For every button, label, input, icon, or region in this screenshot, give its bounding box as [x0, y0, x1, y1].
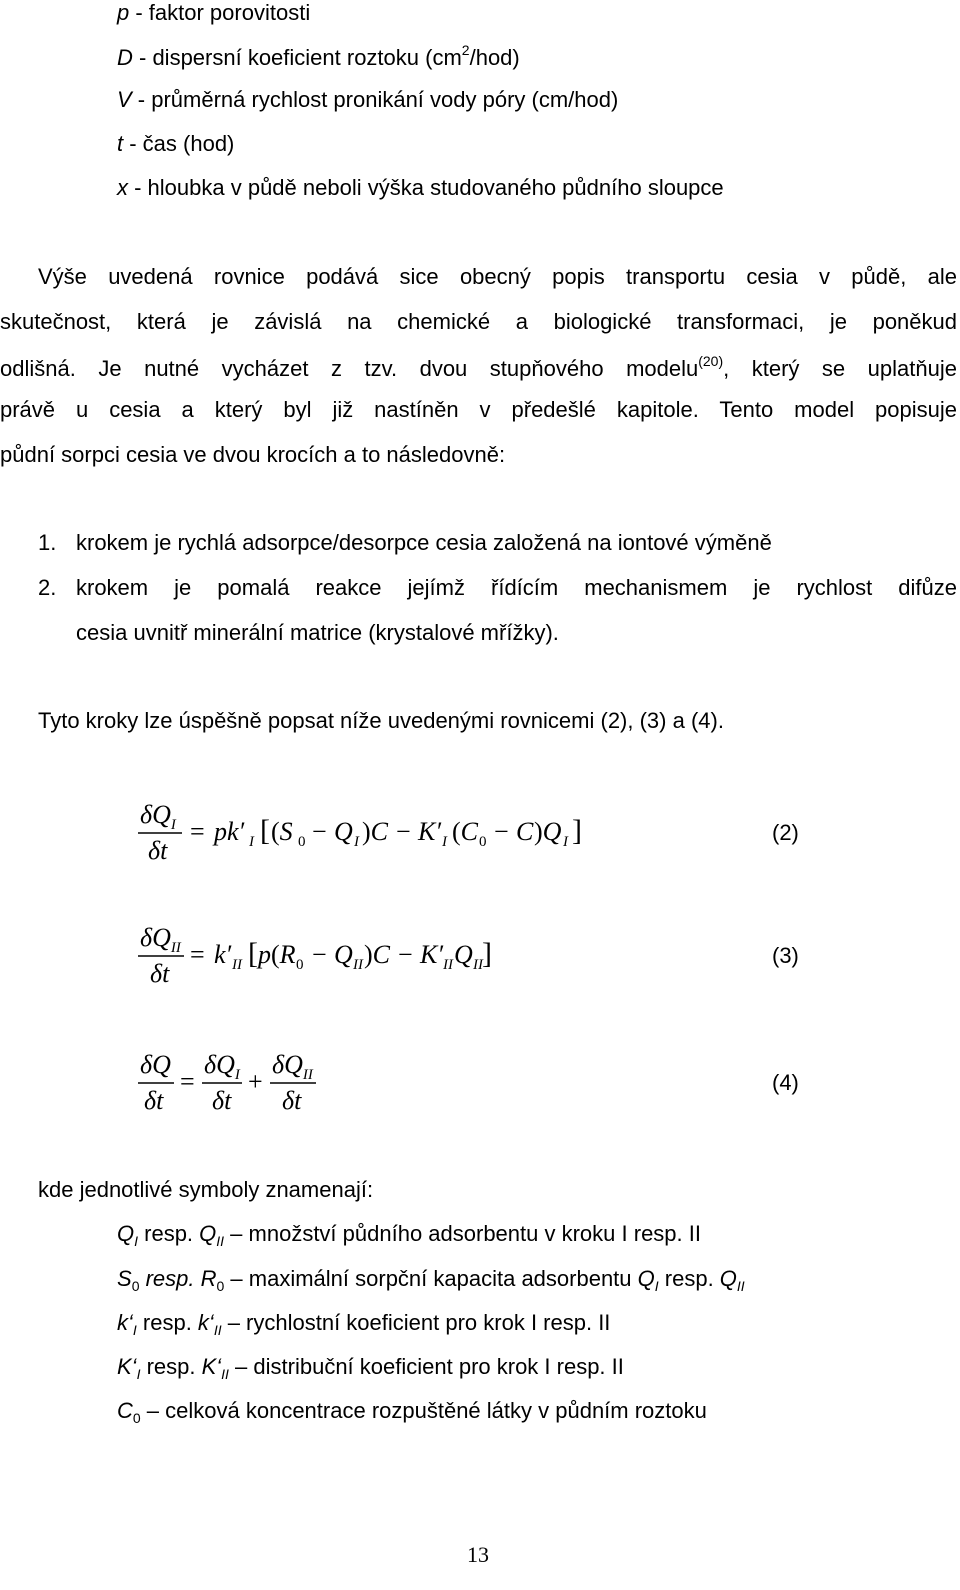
equation-2-formula [138, 795, 598, 865]
svg-text:I: I [563, 834, 568, 850]
symbol-s-r: $S_0$ resp. $R_0$ – maximální sorpční kapacita adsorbentu $Q_I$ resp. $Q_{II}$ [117, 1266, 745, 1294]
svg-text:+: + [248, 1067, 263, 1096]
svg-text:K′: K′ [420, 940, 444, 969]
svg-text:δt: δt [150, 959, 170, 988]
symbol-c0: $C_0$ – celková koncentrace rozpuštěné látky v půdním roztoku [117, 1398, 707, 1426]
svg-text:]: ] [482, 937, 492, 970]
svg-text:=: = [180, 1067, 195, 1096]
equation-2 [138, 795, 598, 872]
svg-text:=: = [190, 940, 205, 969]
svg-text:[: [ [248, 937, 258, 970]
paragraph1-line2: skutečnost, která je závislá na chemické a biologické transformaci, je poněkud [0, 309, 957, 334]
svg-text:)C: )C [364, 940, 391, 969]
symbol-k-capital: $K‘_I$ resp. $K‘_{II}$ – distribuční koeficient pro krok I resp. II [117, 1354, 624, 1382]
step-2-text-line1: krokem je pomalá reakce jejímž řídícím mechanismem je rychlost difůze [76, 575, 957, 600]
svg-text:−: − [312, 817, 327, 846]
paragraph1-line5: půdní sorpci cesia ve dvou krocích a to následovně: [0, 442, 506, 467]
svg-text:p(R: p(R [258, 940, 296, 969]
svg-text:II: II [473, 957, 483, 973]
variable-p: p - faktor porovitosti [117, 0, 311, 25]
svg-text:−: − [396, 817, 411, 846]
svg-text:δt: δt [212, 1086, 232, 1115]
symbols-intro: kde jednotlivé symboly znamenají: [38, 1177, 374, 1202]
svg-text:−: − [398, 940, 413, 969]
page-number: 13 [467, 1542, 489, 1567]
svg-text:I: I [442, 834, 447, 850]
svg-text:K′: K′ [418, 817, 442, 846]
paragraph1-line4: právě u cesia a který byl již nastíněn v předešlé kapitole. Tento model popisuje [0, 397, 957, 422]
variable-d: D - dispersní koeficient roztoku $(cm^2/hod)$ [117, 42, 520, 70]
svg-text:Q: Q [454, 940, 473, 969]
svg-text:II: II [353, 957, 363, 973]
symbol-q: $Q_I$ resp. $Q_{II}$ – množství půdního adsorbentu v kroku I resp. II [117, 1221, 701, 1249]
svg-text:)C: )C [362, 817, 389, 846]
svg-text:δt: δt [148, 836, 168, 865]
svg-text:C: C [516, 817, 534, 846]
svg-text:]: ] [572, 814, 582, 847]
svg-text:Q: Q [334, 817, 353, 846]
equation-4-number: (4) [772, 1070, 799, 1095]
equation-3-number: (3) [772, 943, 799, 968]
svg-text:=: = [190, 817, 205, 846]
svg-text:k′: k′ [214, 940, 232, 969]
svg-text:δt: δt [144, 1086, 164, 1115]
svg-text:I: I [249, 834, 254, 850]
symbol-k-small: $k‘_I$ resp. $k‘_{II}$ – rychlostní koeficient pro krok I resp. II [117, 1310, 611, 1338]
variable-v: V - průměrná rychlost pronikání vody póry (cm/hod) [117, 87, 619, 112]
svg-text:)Q: )Q [534, 817, 562, 846]
step-2-text-line2: cesia uvnitř minerální matrice (krystalové mřížky). [76, 620, 559, 645]
svg-text:δQII: $\delta Q_{II}$ [140, 923, 181, 956]
svg-text:pk′: pk′ [214, 817, 245, 846]
svg-text:Q: Q [334, 940, 353, 969]
step-2-number: 2. [38, 575, 57, 600]
svg-text:δt: δt [282, 1086, 302, 1115]
step-1-number: 1. [38, 530, 57, 555]
variable-x: x - hloubka v půdě neboli výška studovaného půdního sloupce [117, 175, 724, 200]
svg-text:I: I [354, 834, 359, 850]
citation-ref: (20) [698, 353, 724, 369]
equation-3 [138, 918, 498, 995]
equation-2-number: (2) [772, 820, 799, 845]
svg-text:(S: (S [271, 817, 293, 846]
svg-text:II: II [232, 957, 242, 973]
svg-text:−: − [494, 817, 509, 846]
paragraph2: Tyto kroky lze úspěšně popsat níže uvedenými rovnicemi (2), (3) a (4). [38, 708, 724, 733]
svg-text:(C: (C [452, 817, 479, 846]
step-1-text: krokem je rychlá adsorpce/desorpce cesia založená na iontové výměně [76, 530, 772, 555]
paragraph1-line1: Výše uvedená rovnice podává sice obecný popis transportu cesia v půdě, ale [38, 264, 957, 289]
svg-text:II: II [443, 957, 453, 973]
paragraph1-line3: odlišná. Je nutné vycházet z tzv. dvou stupňového modelu$^{(20)}$, který se uplatňuje [0, 353, 957, 381]
svg-text:[: [ [260, 814, 270, 847]
svg-text:δQI: $\delta Q_I$ [140, 800, 176, 833]
svg-text:0: 0 [296, 957, 304, 973]
svg-text:δQ: δQ [140, 1050, 171, 1079]
svg-text:−: − [312, 940, 327, 969]
svg-text:δQI: $\delta Q_I$ [204, 1050, 240, 1083]
variable-t: t - čas (hod) [117, 131, 235, 156]
equation-4 [138, 1045, 338, 1122]
svg-text:0: 0 [298, 834, 306, 850]
svg-text:0: 0 [479, 834, 487, 850]
equation-3-formula [138, 918, 498, 988]
equation-4-formula [138, 1045, 338, 1115]
svg-text:δQII: $\delta Q_{II}$ [272, 1050, 313, 1083]
